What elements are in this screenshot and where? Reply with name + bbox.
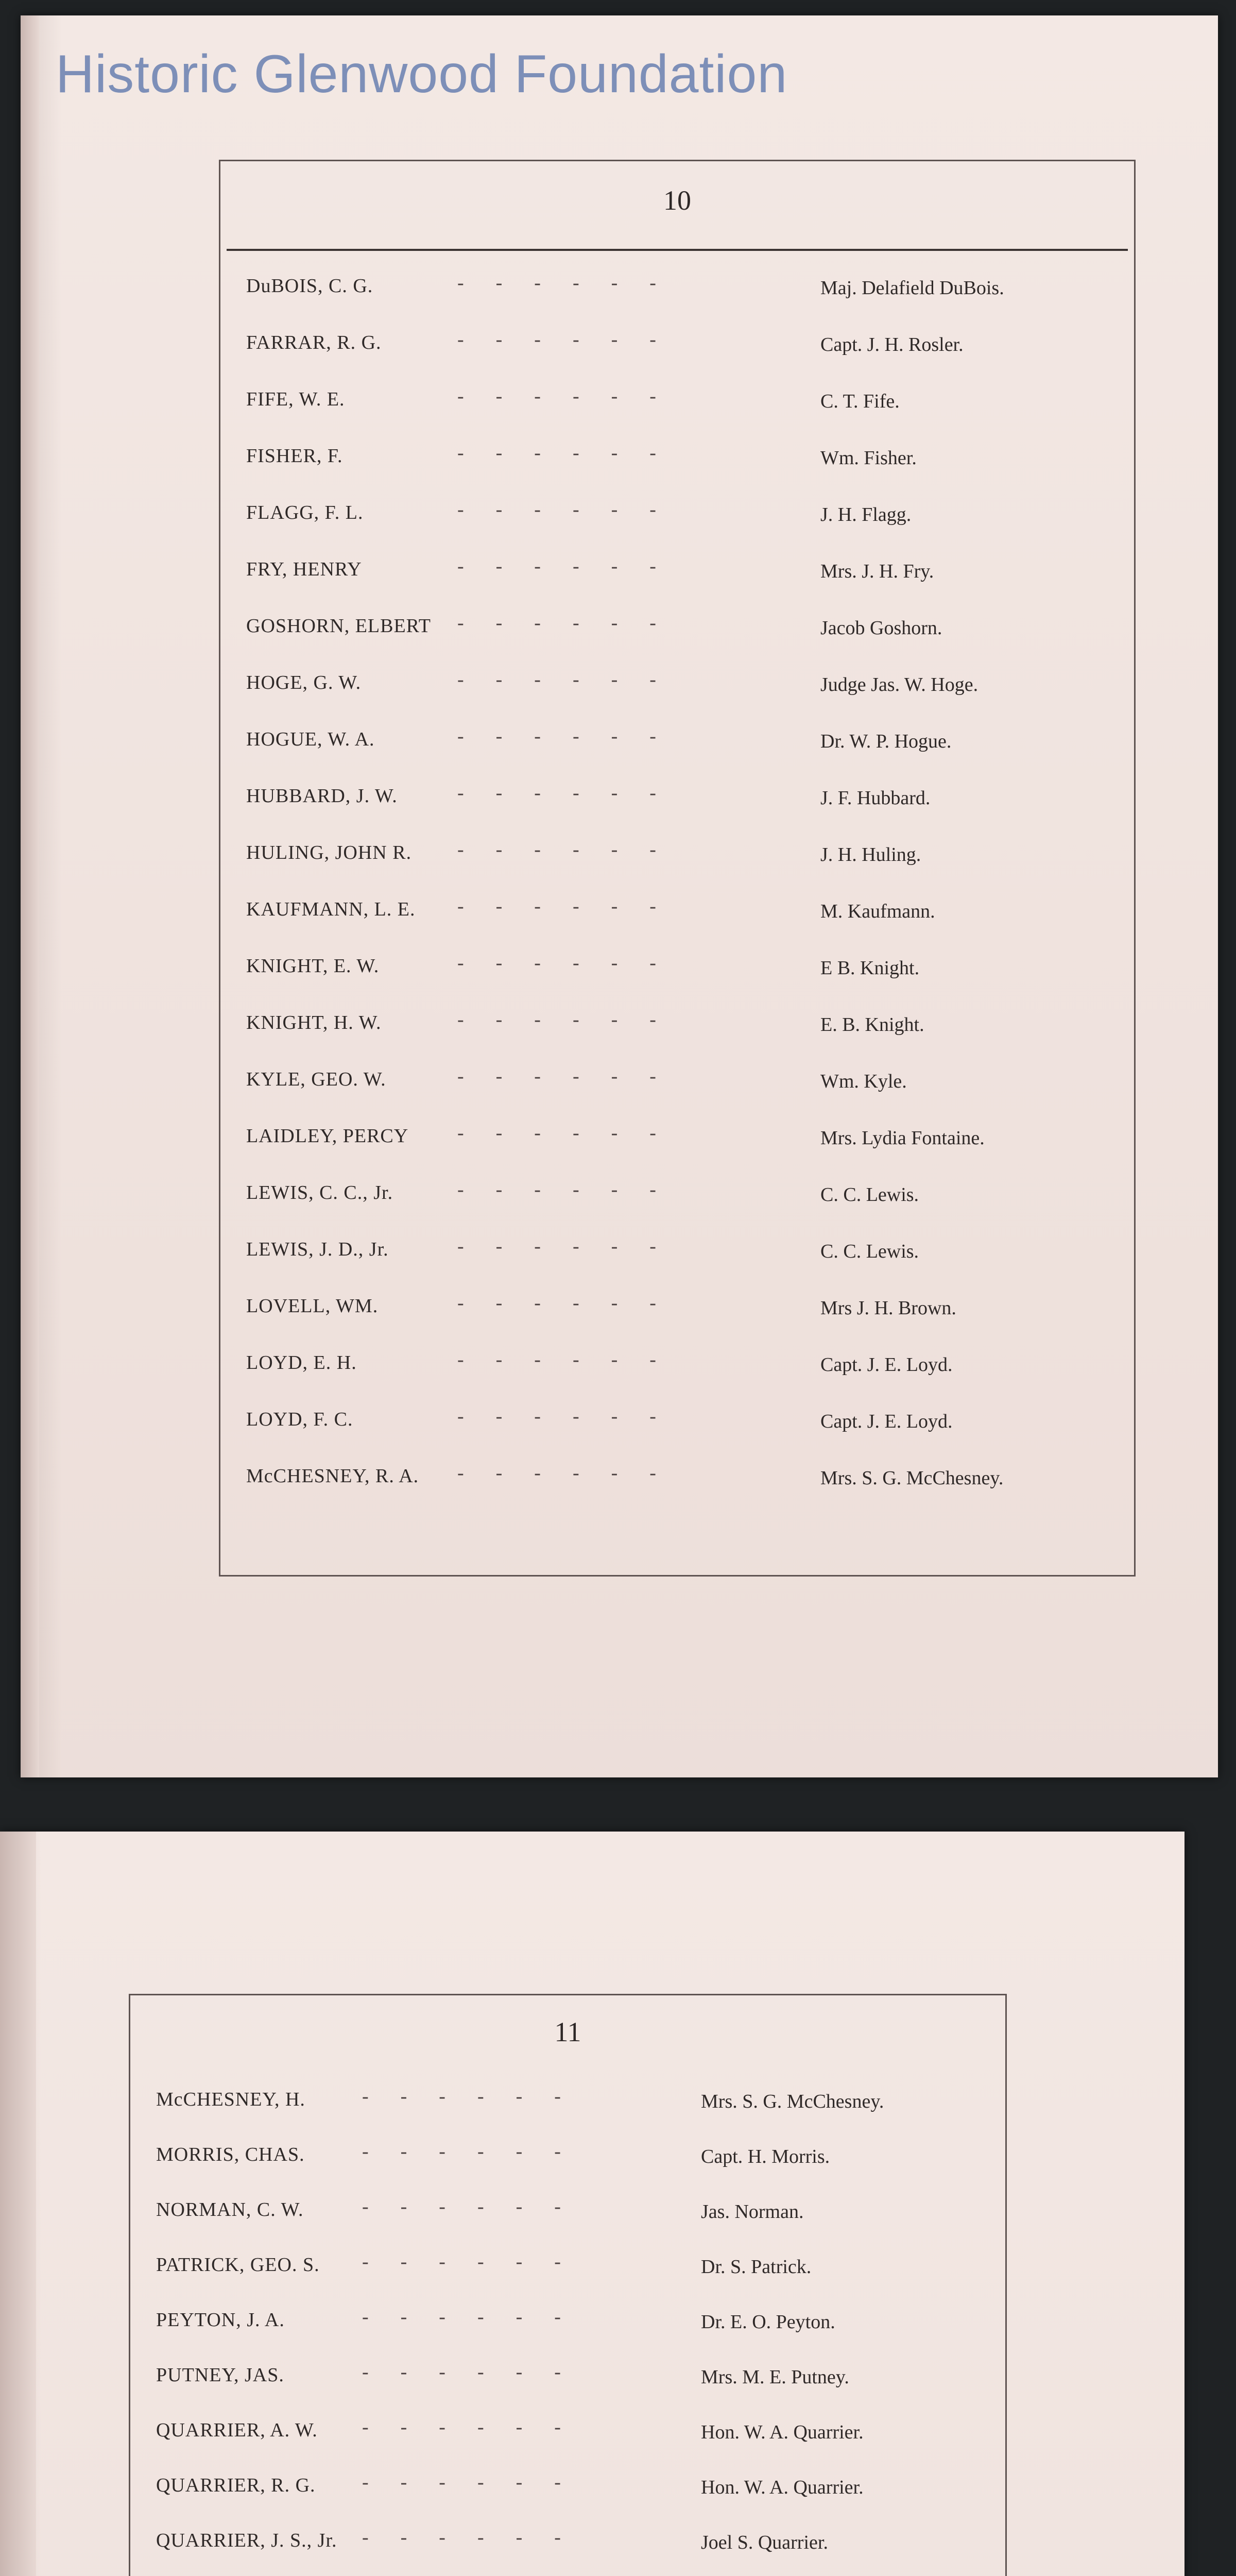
- guardian-name: J. H. Flagg.: [820, 504, 912, 526]
- roster-row: [220, 782, 1134, 826]
- guardian-name: Wm. Fisher.: [820, 447, 917, 469]
- leader-dashes: ------: [457, 1292, 688, 1314]
- roster-row: [220, 331, 1134, 372]
- roster-row: [220, 1065, 1134, 1109]
- leader-dashes: ------: [457, 839, 688, 860]
- cadet-name: QUARRIER, A. W.: [156, 2419, 318, 2441]
- leader-dashes: ------: [457, 725, 688, 747]
- cadet-name: KAUFMANN, L. E.: [246, 899, 416, 920]
- roster-row: [220, 1235, 1134, 1279]
- leader-dashes: ------: [457, 669, 688, 690]
- roster-row: [220, 1181, 1134, 1223]
- leader-dashes: ------: [457, 1349, 688, 1370]
- guardian-name: Mrs. Lydia Fontaine.: [820, 1127, 985, 1149]
- guardian-name: C. C. Lewis.: [820, 1184, 919, 1206]
- cadet-name: PATRICK, GEO. S.: [156, 2254, 320, 2276]
- cadet-name: KYLE, GEO. W.: [246, 1069, 386, 1090]
- leader-dashes: ------: [362, 2471, 593, 2493]
- roster-row: [220, 1405, 1134, 1449]
- roster-row: [130, 2253, 1005, 2295]
- roster-row: [130, 2143, 1005, 2184]
- guardian-name: Mrs. S. G. McChesney.: [701, 2091, 884, 2112]
- cadet-name: KNIGHT, E. W.: [246, 955, 380, 977]
- guardian-name: Mrs J. H. Brown.: [820, 1297, 956, 1319]
- roster-frame-page-11: [129, 1994, 1007, 2576]
- guardian-name: Judge Jas. W. Hoge.: [820, 674, 978, 696]
- roster-row: [220, 671, 1134, 713]
- roster-row: [220, 272, 1134, 316]
- leader-dashes: ------: [457, 1122, 688, 1144]
- cadet-name: DuBOIS, C. G.: [246, 275, 373, 297]
- roster-row: [130, 2361, 1005, 2405]
- guardian-name: Dr. W. P. Hogue.: [820, 731, 952, 752]
- leader-dashes: ------: [362, 2306, 593, 2328]
- leader-dashes: ------: [457, 1235, 688, 1257]
- roster-row: [220, 725, 1134, 769]
- roster-row: [220, 895, 1134, 939]
- guardian-name: Hon. W. A. Quarrier.: [701, 2477, 864, 2498]
- cadet-name: NORMAN, C. W.: [156, 2199, 304, 2221]
- cadet-name: LOYD, F. C.: [246, 1409, 353, 1430]
- roster-row: [130, 2306, 1005, 2350]
- page-number: 11: [554, 2016, 581, 2047]
- cadet-name: GOSHORN, ELBERT: [246, 615, 431, 637]
- leader-dashes: ------: [457, 952, 688, 974]
- leader-dashes: ------: [362, 2141, 593, 2162]
- leader-dashes: ------: [457, 555, 688, 577]
- leader-dashes: ------: [457, 442, 688, 464]
- cadet-name: QUARRIER, J. S., Jr.: [156, 2530, 337, 2551]
- cadet-name: LEWIS, C. C., Jr.: [246, 1182, 393, 1204]
- guardian-name: Maj. Delafield DuBois.: [820, 277, 1004, 299]
- roster-row: [130, 2198, 1005, 2240]
- guardian-name: Mrs. M. E. Putney.: [701, 2366, 849, 2388]
- cadet-name: MORRIS, CHAS.: [156, 2144, 305, 2165]
- cadet-name: LEWIS, J. D., Jr.: [246, 1239, 389, 1260]
- cadet-name: McCHESNEY, H.: [156, 2089, 305, 2110]
- roster-row: [220, 841, 1134, 883]
- leader-dashes: ------: [362, 2086, 593, 2107]
- guardian-name: Capt. J. H. Rosler.: [820, 334, 964, 355]
- page-gutter: [21, 15, 39, 1777]
- guardian-name: Hon. W. A. Quarrier.: [701, 2421, 864, 2443]
- guardian-name: Joel S. Quarrier.: [701, 2532, 828, 2553]
- leader-dashes: ------: [362, 2361, 593, 2383]
- cadet-name: PUTNEY, JAS.: [156, 2364, 284, 2386]
- roster-row: [220, 385, 1134, 429]
- cadet-name: HOGUE, W. A.: [246, 728, 375, 750]
- guardian-name: Capt. H. Morris.: [701, 2146, 830, 2167]
- guardian-name: Dr. E. O. Peyton.: [701, 2311, 835, 2333]
- guardian-name: E B. Knight.: [820, 957, 920, 979]
- roster-row: [220, 1011, 1134, 1053]
- roster-row: [220, 952, 1134, 996]
- guardian-name: Mrs. S. G. McChesney.: [820, 1467, 1004, 1489]
- guardian-name: Wm. Kyle.: [820, 1071, 907, 1092]
- leader-dashes: ------: [457, 895, 688, 917]
- guardian-name: Capt. J. E. Loyd.: [820, 1354, 953, 1376]
- cadet-name: McCHESNEY, R. A.: [246, 1465, 419, 1487]
- leader-dashes: ------: [457, 272, 688, 294]
- leader-dashes: ------: [457, 1065, 688, 1087]
- guardian-name: Jacob Goshorn.: [820, 617, 942, 639]
- cadet-name: QUARRIER, R. G.: [156, 2475, 316, 2496]
- leader-dashes: ------: [457, 1179, 688, 1200]
- page-number: 10: [663, 185, 691, 216]
- cadet-name: FLAGG, F. L.: [246, 502, 364, 523]
- cadet-name: LOVELL, WM.: [246, 1295, 379, 1317]
- leader-dashes: ------: [362, 2196, 593, 2217]
- roster-row: [220, 1122, 1134, 1166]
- cadet-name: PEYTON, J. A.: [156, 2309, 285, 2331]
- roster-row: [220, 1351, 1134, 1393]
- cadet-name: HULING, JOHN R.: [246, 842, 412, 863]
- guardian-name: Capt. J. E. Loyd.: [820, 1411, 953, 1432]
- page-gutter: [0, 1832, 36, 2576]
- leader-dashes: ------: [362, 2251, 593, 2273]
- roster-row: [130, 2416, 1005, 2460]
- roster-row: [220, 1292, 1134, 1336]
- guardian-name: J. F. Hubbard.: [820, 787, 931, 809]
- roster-row: [220, 442, 1134, 486]
- leader-dashes: ------: [457, 782, 688, 804]
- cadet-name: FARRAR, R. G.: [246, 332, 382, 353]
- book-page-11: [0, 1832, 1184, 2576]
- guardian-name: Dr. S. Patrick.: [701, 2256, 812, 2278]
- cadet-name: FIFE, W. E.: [246, 388, 345, 410]
- guardian-name: Jas. Norman.: [701, 2201, 804, 2223]
- leader-dashes: ------: [457, 1462, 688, 1484]
- roster-row: [130, 2529, 1005, 2570]
- book-page-10: [21, 15, 1218, 1777]
- cadet-name: LOYD, E. H.: [246, 1352, 357, 1374]
- roster-frame-page-10: [219, 160, 1136, 1577]
- roster-row: [220, 612, 1134, 656]
- leader-dashes: ------: [457, 1009, 688, 1030]
- guardian-name: J. H. Huling.: [820, 844, 921, 866]
- leader-dashes: ------: [362, 2416, 593, 2438]
- header-rule: [227, 249, 1128, 251]
- leader-dashes: ------: [457, 499, 688, 520]
- roster-row: [130, 2088, 1005, 2129]
- cadet-name: FISHER, F.: [246, 445, 343, 467]
- roster-row: [220, 555, 1134, 599]
- guardian-name: E. B. Knight.: [820, 1014, 924, 1036]
- roster-row: [130, 2471, 1005, 2515]
- guardian-name: M. Kaufmann.: [820, 901, 935, 922]
- leader-dashes: ------: [457, 385, 688, 407]
- guardian-name: C. T. Fife.: [820, 391, 900, 412]
- leader-dashes: ------: [457, 1405, 688, 1427]
- guardian-name: C. C. Lewis.: [820, 1241, 919, 1262]
- roster-row: [220, 1462, 1134, 1506]
- cadet-name: FRY, HENRY: [246, 558, 362, 580]
- leader-dashes: ------: [362, 2527, 593, 2548]
- roster-row: [220, 501, 1134, 543]
- watermark-text: Historic Glenwood Foundation: [56, 44, 788, 104]
- cadet-name: HOGE, G. W.: [246, 672, 362, 693]
- cadet-name: KNIGHT, H. W.: [246, 1012, 382, 1033]
- guardian-name: Mrs. J. H. Fry.: [820, 561, 934, 582]
- cadet-name: HUBBARD, J. W.: [246, 785, 398, 807]
- leader-dashes: ------: [457, 612, 688, 634]
- leader-dashes: ------: [457, 329, 688, 350]
- cadet-name: LAIDLEY, PERCY: [246, 1125, 409, 1147]
